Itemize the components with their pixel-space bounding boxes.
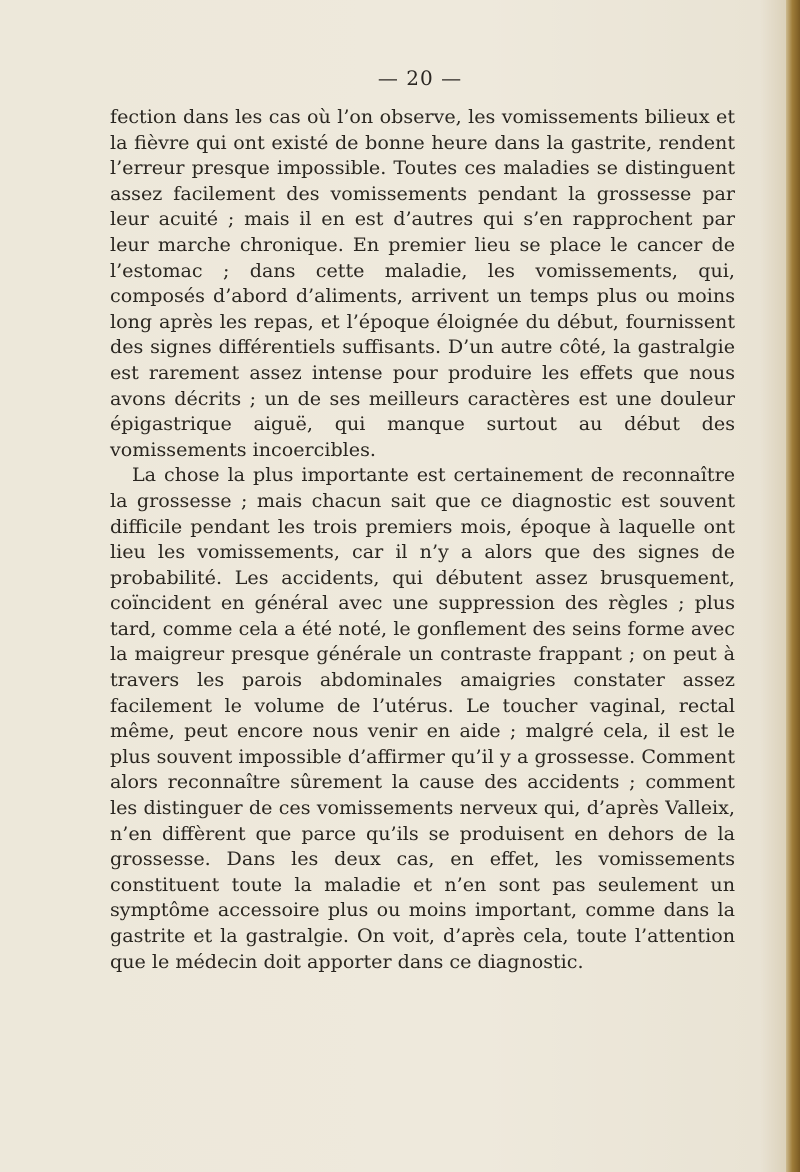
paragraph-2: La chose la plus importante est certainement de reconnaître la grossesse ; mais chacun sait que ce diagnostic est souvent difficile pendant les trois premiers mois, époque à laquelle ont lieu les vomissements, car il n’y a alors que des signes de probabilité. Les accidents, qui débutent assez brusquement, coïncident en général avec une suppression des règles ; plus tard, comme cela a été noté, le gonflement des seins forme avec la maigreur presque générale un contraste frappant ; on peut à travers les parois abdominales amaigries constater assez facilement le volume de l’utérus. Le toucher vaginal, rectal même, peut encore nous venir en aide ; malgré cela, il est le plus souvent impossible d’affirmer qu’il y a grossesse. Comment alors reconnaître sûrement la cause des accidents ; comment les distinguer de ces vomissements nerveux qui, d’après Valleix, n’en diffèrent que parce qu’ils se produisent en dehors de la grossesse. Dans les deux cas, en effet, les vomissements constituent toute la maladie et n’en sont pas seulement un symptôme accessoire plus ou moins important, comme dans la gastrite et la gastralgie. On voit, d’après cela, toute l’attention que le médecin doit apporter dans ce diagnostic.	[110, 463, 735, 973]
body-text	[110, 104, 735, 974]
page-edge-binding	[786, 0, 800, 1172]
paragraph-1: fection dans les cas où l’on observe, les vomissements bilieux et la fièvre qui ont existé de bonne heure dans la gastrite, rendent l’erreur presque impossible. Toutes ces maladies se distinguent assez facilement des vomissements pendant la grossesse par leur acuité ; mais il en est d’autres qui s’en rapprochent par leur marche chronique. En premier lieu se place le cancer de l’estomac ; dans cette maladie, les vomissements, qui, composés d’abord d’aliments, arrivent un temps plus ou moins long après les repas, et l’époque éloignée du début, fournissent des signes différentiels suffisants. D’un autre côté, la gastralgie est rarement assez intense pour produire les effets que nous avons décrits ; un de ses meilleurs caractères est une douleur épigastrique aiguë, qui manque surtout au début des vomissements incoercibles.	[110, 105, 735, 461]
page-number: — 20 —	[377, 66, 463, 90]
